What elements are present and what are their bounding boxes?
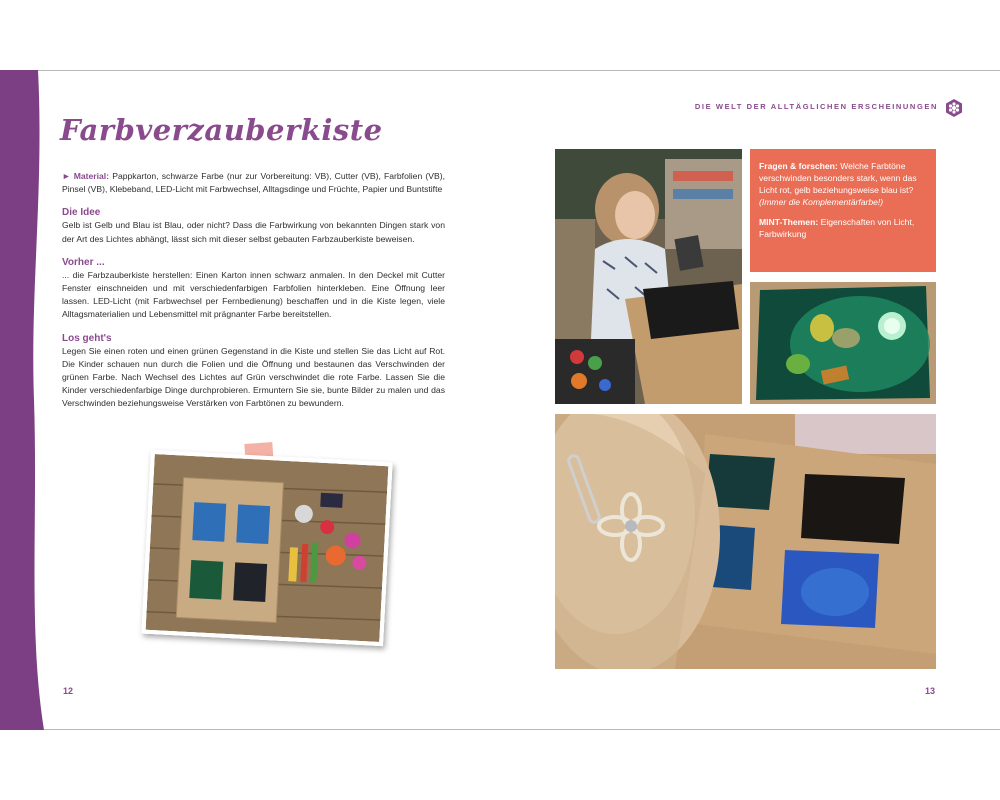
- page-number-left: 12: [63, 686, 74, 696]
- material-label: Material:: [73, 171, 110, 181]
- info-mint: [759, 216, 927, 240]
- material-paragraph: [62, 170, 445, 196]
- photo-green-light-interior: [750, 282, 936, 404]
- material-arrow: ►: [62, 171, 71, 181]
- info-question-text: Welche Farbtöne verschwinden besonders stark, wenn das Licht rot, gelb beziehungsweise blau ist?: [759, 161, 917, 195]
- info-box-fragen-forschen: [750, 149, 936, 272]
- page-title: Farbverzauberkiste: [60, 113, 383, 147]
- section-text-idee: Gelb ist Gelb und Blau ist Blau, oder nicht? Dass die Farbwirkung von bekannten Dingen stark von der Art des Lichtes abhängt, lässt sich mit dieser selbst gebauten Farbzauberkiste beweisen.: [62, 220, 445, 244]
- section-text-vorher: ... die Farbzauberkiste herstellen: Einen Karton innen schwarz anmalen. In den Deckel mit Cutter Fenster einschneiden und mit verschiedenfarbigen Farbfolien hinterkleben. Eine Öffnung leer lassen. LED-Licht (mit Farbwechsel per Fernbedienung) beschaffen und in die Kiste legen, viele Alltagsmaterialien und Lebensmittel mit prägnanter Farbe bereitstellen.: [62, 269, 445, 320]
- section-heading-idee: Die Idee: [62, 207, 101, 219]
- photo-child-looking-into-box: [555, 414, 936, 669]
- info-mint-label: MINT-Themen:: [759, 217, 819, 227]
- info-question-label: Fragen & forschen:: [759, 161, 838, 171]
- left-page-purple-band: [0, 70, 48, 730]
- hexagon-flower-icon: [944, 98, 964, 118]
- info-mint-text: Eigenschaften von Licht, Farbwirkung: [759, 217, 915, 239]
- info-question-italic: (Immer die Komplementärfarbe!): [759, 197, 884, 207]
- material-text: Pappkarton, schwarze Farbe (nur zur Vorbereitung: VB), Cutter (VB), Farbfolien (VB), Pinsel (VB), Klebeband, LED-Licht mit Farbwechsel, Alltagsdinge und Früchte, Papier und Buntstifte: [62, 171, 445, 195]
- photo-child-at-box: [555, 149, 742, 404]
- section-heading-los-gehts: Los geht's: [62, 332, 112, 344]
- section-header: DIE WELT DER ALLTÄGLICHEN ERSCHEINUNGEN: [694, 102, 938, 111]
- info-question: [759, 160, 927, 208]
- body-text-column: [62, 170, 445, 411]
- page-number-right: 13: [925, 686, 936, 696]
- photo-box-on-floor: [141, 450, 392, 646]
- section-heading-vorher: Vorher ...: [62, 256, 105, 268]
- section-text-los-gehts: Legen Sie einen roten und einen grünen Gegenstand in die Kiste und stellen Sie das Licht auf Rot. Die Kinder schauen nun durch die Folien und die Öffnung und bestaunen das Verschwinden der grünen Farbe. Nach Wechsel des Lichtes auf Grün verschwindet die rote Farbe. Lassen Sie die Kinder verschiedenfarbige Dinge durchprobieren. Ermuntern Sie sie, bunte Bilder zu malen und das Verschwinden beziehungsweise Verstärken von Farbtönen zu bewundern.: [62, 345, 445, 409]
